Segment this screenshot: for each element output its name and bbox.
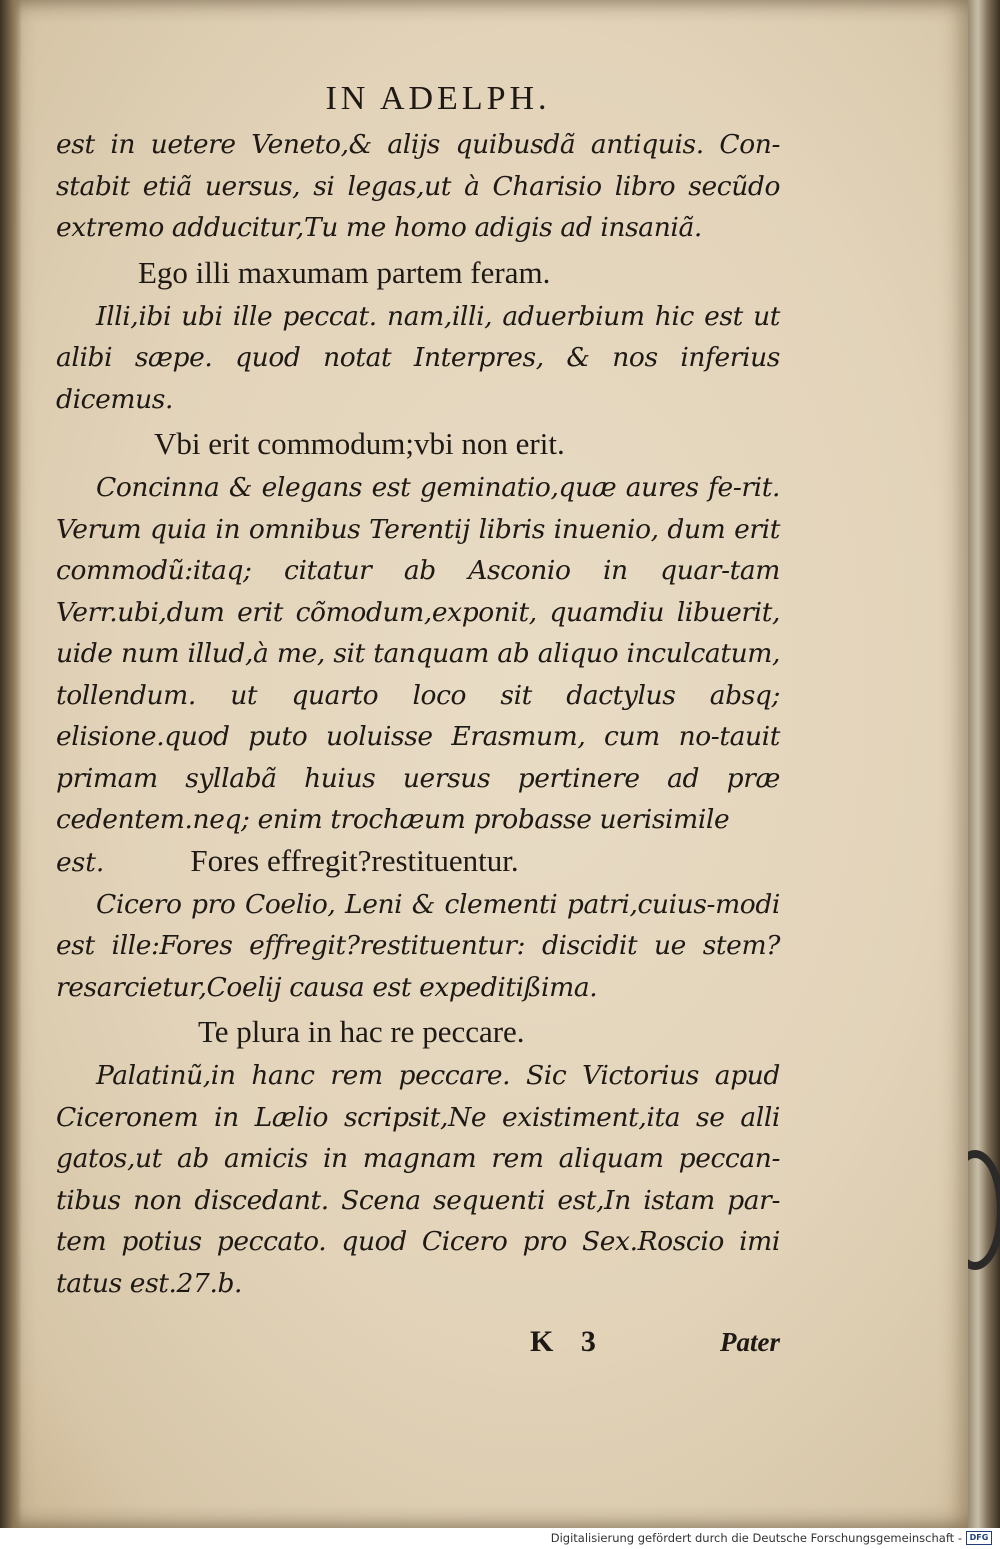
lemma-inline-row xyxy=(56,839,780,884)
paragraph-3: Concinna & elegans est geminatio,quæ aures fe-rit. Verum quia in omnibus Terentij libris inuenio, dum erit commodũ:itaq; citatur ab Asconio in quar-tam Verr.ubi,dum erit cõmodum,exponit, quamdiu libuerit, uide num illud,à me, sit tanquam ab aliquo inculcatum, tollendum. ut quarto loco sit dactylus absq; elisione.quod puto uoluisse Erasmum, cum no-tauit primam syllabã huius uersus pertinere ad præ cedentem.neq; enim trochæum probasse uerisimile xyxy=(56,472,780,835)
lemma-3: Fores effregit?restituentur. xyxy=(190,842,519,878)
page-footer xyxy=(530,1325,780,1359)
paragraph-2: Illi,ibi ubi ille peccat. nam,illi, aduerbium hic est ut alibi sæpe. quod notat Interpres, & nos inferius dicemus. xyxy=(56,300,780,415)
paragraph-5: Palatinũ,in hanc rem peccare. Sic Victorius apud Ciceronem in Lælio scripsit,Ne existiment,ita se alli gatos,ut ab amicis in magnam rem aliquam peccan-tibus non discedant. Scena sequenti est,In istam par-tem potius peccato. quod Cicero pro Sex.Roscio imi tatus est.27.b. xyxy=(56,1060,780,1299)
page-gutter xyxy=(0,0,22,1528)
signature-mark: K 3 xyxy=(530,1325,606,1358)
digitization-credit: Digitalisierung gefördert durch die Deutsche Forschungsgemeinschaft - xyxy=(550,1531,962,1545)
running-head: IN ADELPH. xyxy=(325,80,551,117)
paragraph-1: est in uetere Veneto,& alijs quibusdã antiquis. Con-stabit etiã uersus, si legas,ut à Charisio libro secũdo extremo adducitur,Tu me homo adigis ad insaniã. xyxy=(56,129,780,243)
lemma-4: Te plura in hac re peccare. xyxy=(198,1014,525,1049)
catchword: Pater xyxy=(720,1327,780,1357)
lemma-2: Vbi erit commodum;vbi non erit. xyxy=(154,426,565,461)
text-block xyxy=(56,78,780,1304)
lemma-1: Ego illi maxumam partem feram. xyxy=(138,254,551,290)
credit-strip xyxy=(0,1528,1000,1549)
dfg-logo-icon: DFG xyxy=(966,1531,992,1545)
paragraph-3-tail: est. xyxy=(56,846,105,878)
paragraph-4: Cicero pro Coelio, Leni & clementi patri,cuius-modi est ille:Fores effregit?restituentur: discidit ue stem?resarcietur,Coelij causa est expeditißima. xyxy=(56,888,780,1003)
